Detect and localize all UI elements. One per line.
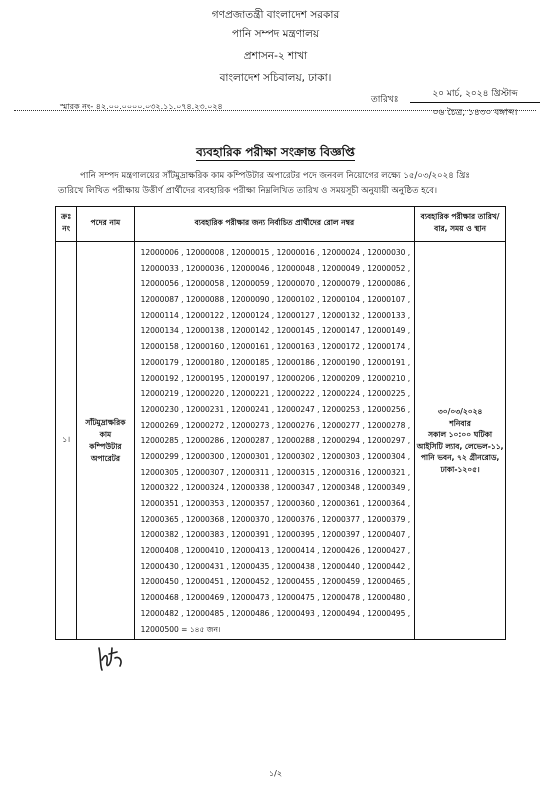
roll-number-line: 12000114 , 12000122 , 12000124 , 12000127 , 12000132 , 12000133 , — [140, 310, 411, 320]
roll-number-line: 12000500 = ১৪৫ জন। — [140, 624, 221, 634]
row-rolls — [134, 242, 415, 640]
schedule-line: আইসিটি ল্যাব, লেভেল-১১, — [416, 441, 504, 451]
roll-number-line: 12000134 , 12000138 , 12000142 , 12000145 , 12000147 , 12000149 , — [140, 326, 411, 336]
roll-number-line: 12000056 , 12000058 , 12000059 , 12000070 , 12000079 , 12000086 , — [140, 279, 411, 289]
notice-title — [0, 144, 551, 164]
roll-number-line: 12000468 , 12000469 , 12000473 , 12000475 , 12000478 , 12000480 , — [140, 593, 411, 603]
date-block — [410, 86, 540, 120]
row-post — [77, 242, 134, 640]
roll-number-line: 12000450 , 12000451 , 12000452 , 12000455 , 12000459 , 12000465 , — [140, 577, 411, 587]
page-number: ১/২ — [268, 769, 283, 778]
header-government: গণপ্রজাতন্ত্রী বাংলাদেশ সরকার — [211, 9, 340, 21]
roll-number-line: 12000179 , 12000180 , 12000185 , 12000186 , 12000190 , 12000191 , — [140, 357, 411, 367]
header-post: পদের নাম — [77, 207, 134, 242]
roll-number-line: 12000269 , 12000272 , 12000273 , 12000276 , 12000277 , 12000278 , — [140, 420, 411, 430]
post-name-line: অপারেটর — [90, 453, 120, 463]
header-rolls: ব্যবহারিক পরীক্ষার জন্য নির্বাচিত প্রার্থীদের রোল নম্বর — [134, 207, 415, 242]
header-branch: প্রশাসন-২ শাখা — [243, 50, 308, 62]
roll-number-line: 12000365 , 12000368 , 12000370 , 12000376 , 12000377 , 12000379 , — [140, 514, 411, 524]
post-name-line: কাম — [99, 429, 112, 439]
roll-number-line: 12000230 , 12000231 , 12000241 , 12000247 , 12000253 , 12000256 , — [140, 404, 411, 414]
date-gregorian: ২০ মার্চ, ২০২৪ খ্রিস্টাব্দ — [410, 86, 540, 103]
header-schedule: ব্যবহারিক পরীক্ষার তারিখ/বার, সময় ও স্থান — [415, 207, 506, 242]
roll-number-line: 12000351 , 12000353 , 12000357 , 12000360 , 12000361 , 12000364 , — [140, 499, 411, 508]
header-ministry: পানি সম্পদ মন্ত্রণালয় — [231, 28, 320, 40]
roll-number-line: 12000006 , 12000008 , 12000015 , 12000016 , 12000024 , 12000030 , — [140, 248, 411, 257]
divider — [14, 110, 536, 111]
roll-number-line: 12000382 , 12000383 , 12000391 , 12000395 , 12000397 , 12000407 , — [140, 530, 411, 540]
roll-number-line: 12000285 , 12000286 , 12000287 , 12000288 , 12000294 , 12000297 , — [140, 436, 411, 446]
roll-number-line: 12000482 , 12000485 , 12000486 , 12000493 , 12000494 , 12000495 , — [140, 608, 411, 618]
row-schedule — [415, 242, 506, 640]
table-header-row — [56, 207, 506, 242]
roll-number-line: 12000219 , 12000220 , 12000221 , 12000222 , 12000224 , 12000225 , — [140, 389, 411, 399]
date-bangla: ০৬ চৈত্র, ১৪৩০ বঙ্গাব্দ। — [432, 108, 518, 118]
schedule-line: শনিবার — [449, 418, 471, 428]
roll-number-line: 12000299 , 12000300 , 12000301 , 12000302 , 12000303 , 12000304 , — [140, 451, 411, 461]
memo-number: স্মারক নং- ৪২.০০.০০০০.০৩২.১১.০৭৪.২৩.০২৪ — [60, 102, 223, 111]
roll-number-line: 12000322 , 12000324 , 12000338 , 12000347 , 12000348 , 12000349 , — [140, 483, 411, 493]
schedule-line: পানি ভবন, ৭২ গ্রীনরোড, — [420, 453, 500, 463]
post-name-line: সাঁটমুদ্রাক্ষরিক — [85, 417, 126, 427]
schedule-line: ঢাকা-১২০৫। — [440, 464, 480, 474]
schedule-line: সকাল ১০:০০ ঘটিকা — [428, 430, 493, 440]
roll-number-line: 12000033 , 12000036 , 12000046 , 12000048 , 12000049 , 12000052 , — [140, 263, 411, 273]
signature-icon — [95, 640, 129, 674]
date-label: তারিখঃ — [371, 95, 399, 105]
intro-paragraph: পানি সম্পদ মন্ত্রণালয়ের সাঁটমুদ্রাক্ষরিক কাম কম্পিউটার অপারেটর পদে জনবল নিয়োগের লক্ষ্যে ১৫/০৩/২০২৪ খ্রিঃ তারিখে লিখিত পরীক্ষায় উত্তীর্ণ প্রার্থীদের ব্যবহারিক পরীক্ষা নিম্নলিখিত তারিখ ও সময়সূচী অনুযায়ী অনুষ্ঠিত হবে। — [58, 171, 470, 196]
header-sl: ক্রঃ নং — [56, 207, 77, 242]
row-sl: ১। — [56, 242, 77, 640]
roll-number-line: 12000408 , 12000410 , 12000413 , 12000414 , 12000426 , 12000427 , — [140, 546, 411, 556]
roll-number-line: 12000430 , 12000431 , 12000435 , 12000438 , 12000440 , 12000442 , — [140, 561, 411, 571]
schedule-line: ৩০/০৩/২০২৪ — [437, 407, 483, 417]
roll-number-line: 12000192 , 12000195 , 12000197 , 12000206 , 12000209 , 12000210 , — [140, 373, 411, 383]
post-name-line: কম্পিউটার — [89, 441, 122, 451]
roll-number-line: 12000158 , 12000160 , 12000161 , 12000163 , 12000172 , 12000174 , — [140, 342, 411, 352]
roll-number-line: 12000305 , 12000307 , 12000311 , 12000315 , 12000316 , 12000321 , — [140, 467, 411, 477]
roll-number-line: 12000087 , 12000088 , 12000090 , 12000102 , 12000104 , 12000107 , — [140, 295, 411, 305]
exam-table — [55, 206, 506, 640]
table-row — [56, 242, 506, 640]
notice-title-text: ব্যবহারিক পরীক্ষা সংক্রান্ত বিজ্ঞপ্তি — [196, 145, 355, 159]
header-secretariat: বাংলাদেশ সচিবালয়, ঢাকা। — [219, 72, 332, 84]
